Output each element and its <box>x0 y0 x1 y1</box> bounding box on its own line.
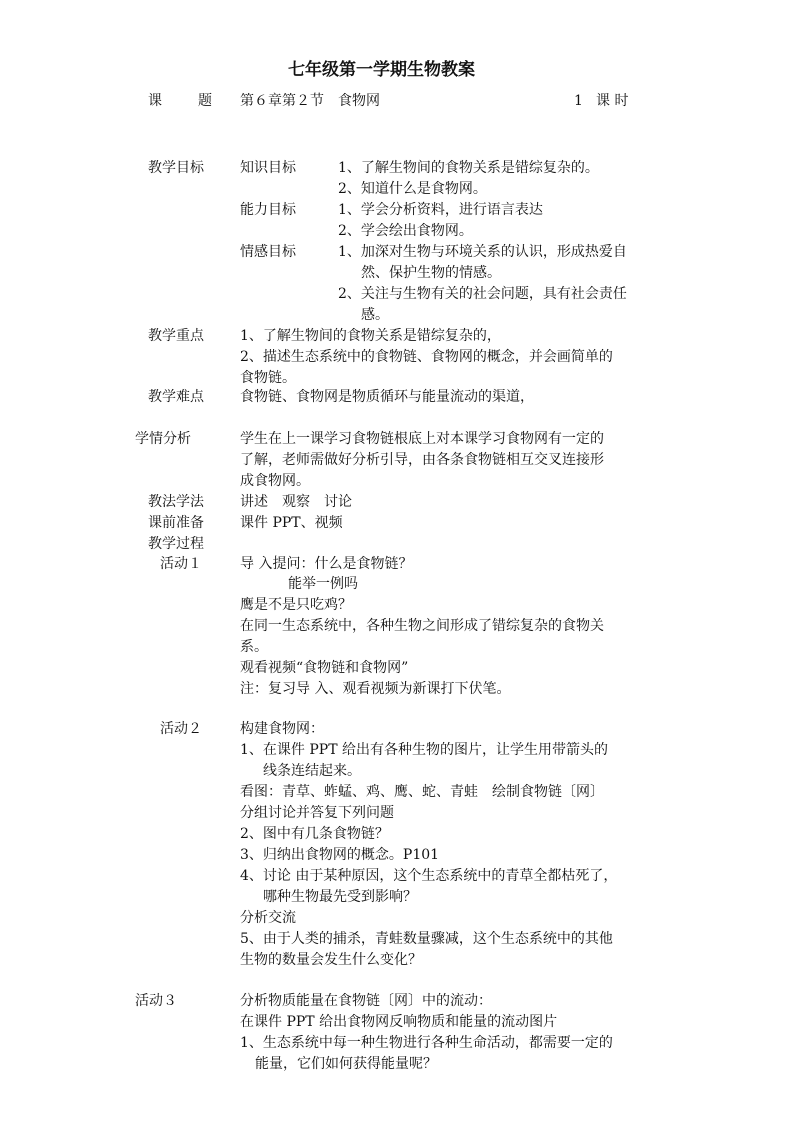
activity1-line7: 注：复习导 入、观看视频为新课打下伏笔。 <box>240 681 511 697</box>
ability-label: 能力目标 <box>240 202 296 218</box>
analysis-3: 成食物网。 <box>240 473 310 489</box>
lesson-hours-unit: 课 时 <box>596 93 629 109</box>
knowledge-1: 1、了解生物间的食物关系是错综复杂的。 <box>338 160 599 176</box>
activity2-line6: 2、图中有几条食物链？ <box>240 826 389 842</box>
activity2-line7: 3、归纳出食物网的概念。P101 <box>240 847 440 863</box>
activity3-line1: 分析物质能量在食物链〔网〕中的流动： <box>240 993 492 1009</box>
knowledge-2: 2、知道什么是食物网。 <box>338 181 487 197</box>
activity2-label: 活动２ <box>160 721 202 737</box>
emotion-1a: 1、加深对生物与环境关系的认识，形成热爱自 <box>338 244 627 260</box>
activity2-line3: 线条连结起来。 <box>263 763 361 779</box>
analysis-2: 了解，老师需做好分析引导，由各条食物链相互交叉连接形 <box>240 452 604 468</box>
activity1-label: 活动１ <box>160 556 202 572</box>
activity2-line12: 生物的数量会发生什么变化？ <box>240 952 422 968</box>
key-point-2b: 食物链。 <box>240 370 296 386</box>
activity2-line1: 构建食物网： <box>240 721 324 737</box>
emotion-2a: 2、关注与生物有关的社会问题，具有社会责任 <box>338 286 627 302</box>
activity1-line5: 系。 <box>240 639 268 655</box>
key-point-1: 1、了解生物间的食物关系是错综复杂的， <box>240 328 501 344</box>
process-label: 教学过程 <box>148 536 204 552</box>
emotion-label: 情感目标 <box>240 244 296 260</box>
activity2-line4: 看图：青草、蚱蜢、鸡、鹰、蛇、青蛙 绘制食物链〔网〕 <box>240 784 604 800</box>
difficulty-label: 教学难点 <box>148 389 204 405</box>
method-value: 讲述 观察 讨论 <box>240 494 352 510</box>
emotion-1b: 然、保护生物的情感。 <box>361 265 501 281</box>
emotion-2b: 感。 <box>361 307 389 323</box>
prep-value: 课件 PPT、视频 <box>240 515 343 531</box>
objectives-label: 教学目标 <box>148 160 204 176</box>
activity2-line2: 1、在课件 PPT 给出有各种生物的图片，让学生用带箭头的 <box>240 742 608 758</box>
activity3-label: 活动３ <box>135 993 177 1009</box>
activity2-line5: 分组讨论并答复下列问题 <box>240 805 394 821</box>
activity1-line4: 在同一生态系统中，各种生物之间形成了错综复杂的食物关 <box>240 618 604 634</box>
difficulty-1: 食物链、食物网是物质循环与能量流动的渠道， <box>240 389 534 405</box>
method-label: 教法学法 <box>148 494 204 510</box>
analysis-1: 学生在上一课学习食物链根底上对本课学习食物网有一定的 <box>240 431 604 447</box>
ability-2: 2、学会绘出食物网。 <box>338 223 473 239</box>
key-point-2: 2、描述生态系统中的食物链、食物网的概念，并会画简单的 <box>240 349 613 365</box>
activity1-line1: 导 入提问：什么是食物链？ <box>240 556 413 572</box>
activity2-line11: 5、由于人类的捕杀，青蛙数量骤减，这个生态系统中的其他 <box>240 931 613 947</box>
activity2-line9: 哪种生物最先受到影响？ <box>263 889 417 905</box>
lesson-hours-number: 1 <box>574 93 583 109</box>
ability-1: 1、学会分析资料，进行语言表达 <box>338 202 543 218</box>
activity1-line6: 观看视频“食物链和食物网” <box>240 660 409 676</box>
lesson-topic: 第６章第２节 食物网 <box>240 93 380 109</box>
activity2-line8: 4、讨论 由于某种原因，这个生态系统中的青草全都枯死了， <box>240 868 618 884</box>
page-title: 七年级第一学期生物教案 <box>288 60 475 80</box>
activity2-line10: 分析交流 <box>240 910 296 926</box>
label-ke: 课 <box>148 93 162 109</box>
knowledge-label: 知识目标 <box>240 160 296 176</box>
activity3-line4: 能量，它们如何获得能量呢？ <box>255 1056 437 1072</box>
analysis-label: 学情分析 <box>135 431 191 447</box>
activity1-line3: 鹰是不是只吃鸡？ <box>240 597 352 613</box>
activity3-line3: 1、生态系统中每一种生物进行各种生命活动，都需要一定的 <box>240 1035 613 1051</box>
activity1-line2: 能举一例吗 <box>288 576 358 592</box>
label-ti: 题 <box>198 93 212 109</box>
activity3-line2: 在课件 PPT 给出食物网反响物质和能量的流动图片 <box>240 1014 558 1030</box>
key-points-label: 教学重点 <box>148 328 204 344</box>
prep-label: 课前准备 <box>148 515 204 531</box>
